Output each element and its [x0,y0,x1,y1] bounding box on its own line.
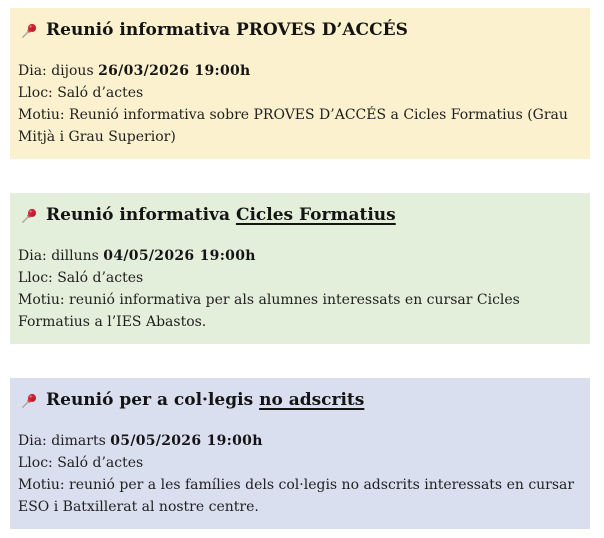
lloc-line: Lloc: Saló d’actes [18,85,144,101]
title-emphasis: no adscrits [259,390,365,410]
dia-line [18,430,576,452]
card-title [18,17,576,43]
dia-datetime: 26/03/2026 19:00h [98,63,251,79]
dia-datetime: 04/05/2026 19:00h [103,248,256,264]
card-title-text [46,387,364,413]
pushpin-icon [21,22,38,39]
title-emphasis: Cicles Formatius [235,205,396,225]
motiu-line: Motiu: reunió informativa per als alumnes interessats en cursar Cicles Formatius a l’IES Abastos. [18,292,520,330]
event-card-proves-dacces [10,8,590,159]
card-title [18,387,576,413]
card-body [18,430,576,518]
card-body [18,60,576,148]
card-title-text [46,202,396,228]
event-card-collegis-no-adscrits [10,378,590,529]
card-title [18,202,576,228]
motiu-line: Motiu: Reunió informativa sobre PROVES D’ACCÉS a Cicles Formatius (Grau Mitjà i Grau Superior) [18,107,568,145]
title-prefix: Reunió per a col·legis [46,390,260,410]
pushpin-icon [21,392,38,409]
dia-line [18,245,576,267]
lloc-line: Lloc: Saló d’actes [18,455,144,471]
lloc-line: Lloc: Saló d’actes [18,270,144,286]
dia-line [18,60,576,82]
dia-label: Dia: dimarts [18,433,111,449]
dia-label: Dia: dijous [18,63,99,79]
card-title-text [46,17,408,43]
pushpin-icon [21,207,38,224]
title-prefix: Reunió informativa [46,20,236,40]
title-emphasis: PROVES D’ACCÉS [235,20,408,40]
motiu-line: Motiu: reunió per a les famílies dels col·legis no adscrits interessats en cursar ESO i Batxillerat al nostre centre. [18,477,575,515]
dia-datetime: 05/05/2026 19:00h [110,433,263,449]
card-body [18,245,576,333]
dia-label: Dia: dilluns [18,248,104,264]
event-card-cicles-formatius [10,193,590,344]
title-prefix: Reunió informativa [46,205,236,225]
